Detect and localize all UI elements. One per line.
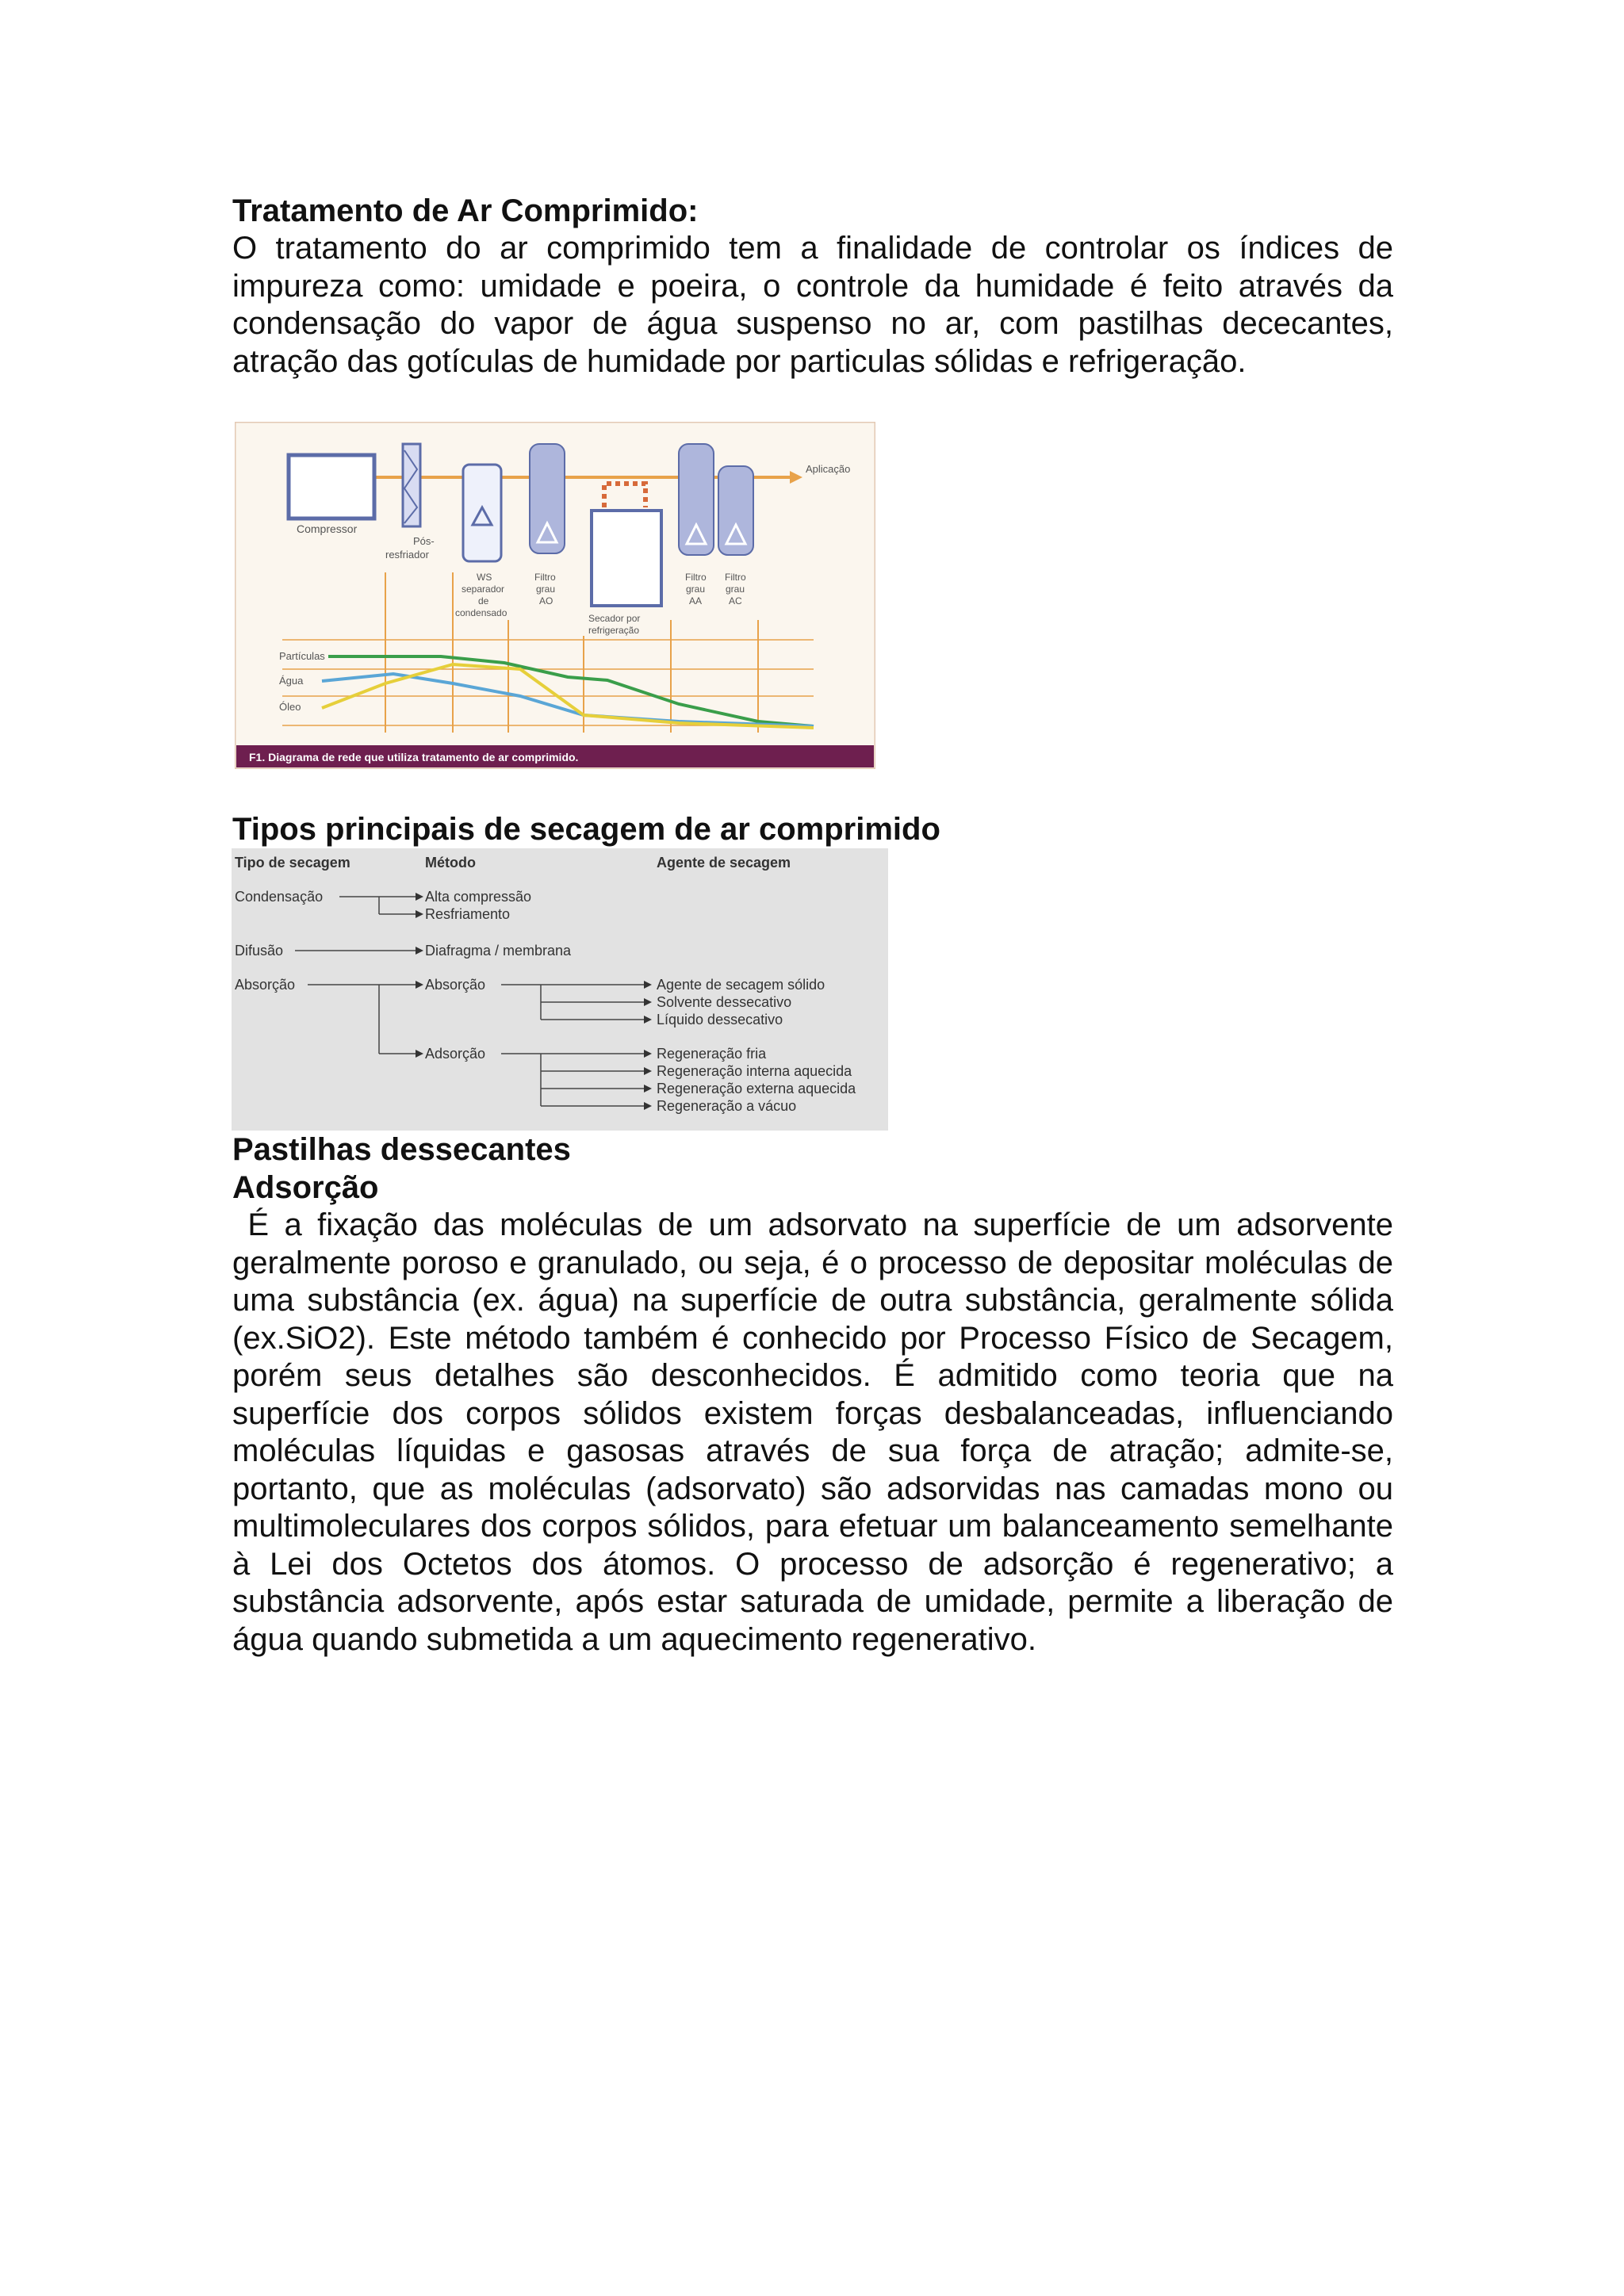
header-metodo: Método xyxy=(425,855,476,871)
label-pos-2: resfriador xyxy=(385,549,429,561)
label-f3-1: Filtro xyxy=(725,572,746,583)
label-ws-3: de xyxy=(478,595,489,607)
section-title-drying-types: Tipos principais de secagem de ar comprimido xyxy=(232,812,940,847)
label-compressor: Compressor xyxy=(297,522,358,535)
label-f1-2: grau xyxy=(536,584,556,595)
metodo-absorcao: Absorção xyxy=(425,977,486,993)
filter-ao xyxy=(530,444,565,553)
label-f1-3: AO xyxy=(539,595,553,607)
section-title-treatment: Tratamento de Ar Comprimido: xyxy=(232,193,699,228)
label-ws-4: condensado xyxy=(455,607,508,618)
agente-adsorcao-3: Regeneração externa aquecida xyxy=(657,1081,856,1096)
section-title-desiccant: Pastilhas dessecantes xyxy=(232,1132,571,1167)
agente-absorcao-1: Agente de secagem sólido xyxy=(657,977,825,993)
tipo-difusao: Difusão xyxy=(235,943,284,959)
label-f3-3: AC xyxy=(729,595,742,607)
agente-adsorcao-2: Regeneração interna aquecida xyxy=(657,1063,852,1079)
label-agua: Água xyxy=(279,675,304,687)
label-sec-2: refrigeração xyxy=(588,625,640,636)
ws-separator xyxy=(463,465,501,561)
section-drying-types xyxy=(232,810,1393,848)
metodo-diafragma: Diafragma / membrana xyxy=(425,943,572,959)
agente-absorcao-3: Líquido dessecativo xyxy=(657,1012,783,1027)
metodo-alta-compressao: Alta compressão xyxy=(425,889,532,905)
filter-ac xyxy=(718,466,753,555)
label-sec-1: Secador por xyxy=(588,613,641,624)
compressor-box xyxy=(289,455,374,519)
label-f2-1: Filtro xyxy=(685,572,707,583)
label-f2-2: grau xyxy=(686,584,706,595)
section-treatment xyxy=(232,192,1393,381)
agente-adsorcao-1: Regeneração fria xyxy=(657,1046,767,1062)
label-f3-2: grau xyxy=(726,584,745,595)
metodo-adsorcao: Adsorção xyxy=(425,1046,486,1062)
section-desiccant xyxy=(232,1131,1403,1659)
header-tipo: Tipo de secagem xyxy=(235,855,350,871)
label-f2-3: AA xyxy=(689,595,703,607)
tipo-condensacao: Condensação xyxy=(235,889,324,905)
drying-types-table xyxy=(232,848,888,1131)
label-oleo: Óleo xyxy=(279,701,301,713)
paragraph-adsorption: É a fixação das moléculas de um adsorvato na superfície de um adsorvente geralmente poroso e granulado, ou seja, é o processo de depositar moléculas de uma substância (ex. água) na superfície de outra substância, geralmente sólida (ex.SiO2). Este método também é conhecido por Processo Físico de Secagem, porém seus detalhes são desconhecidos. É admitido como teoria que na superfície dos corpos sólidos existem forças desbalanceadas, influenciando moléculas líquidas e gasosas através de sua força de atração; admite-se, portanto, que as moléculas (adsorvato) são adsorvidas nas camadas mono ou multimoleculares dos corpos sólidos, para efetuar um balanceamento semelhante à Lei dos Octetos dos átomos. O processo de adsorção é regenerativo; a substância adsorvente, após estar saturada de umidade, permite a liberação de água quando submetida a um aquecimento regenerativo. xyxy=(232,1207,1403,1657)
header-agente: Agente de secagem xyxy=(657,855,791,871)
filter-aa xyxy=(679,444,714,555)
section-subtitle-adsorption: Adsorção xyxy=(232,1170,379,1205)
label-ws-1: WS xyxy=(477,572,492,583)
label-ws-2: separador xyxy=(462,584,505,595)
figure-air-network-diagram xyxy=(235,422,875,769)
paragraph-treatment: O tratamento do ar comprimido tem a finalidade de controlar os índices de impureza como: umidade e poeira, o controle da humidade é feito através da condensação do vapor de água suspenso no ar, com pastilhas dececantes, atração das gotículas de humidade por particulas sólidas e refrigeração. xyxy=(232,231,1393,379)
figure-caption: F1. Diagrama de rede que utiliza tratamento de ar comprimido. xyxy=(249,751,579,763)
tipo-absorcao: Absorção xyxy=(235,977,296,993)
label-pos-1: Pós- xyxy=(413,535,435,547)
label-particulas: Partículas xyxy=(279,650,325,662)
label-aplicacao: Aplicação xyxy=(806,463,851,475)
refrigeration-dryer xyxy=(592,511,661,606)
metodo-resfriamento: Resfriamento xyxy=(425,906,511,922)
agente-absorcao-2: Solvente dessecativo xyxy=(657,994,792,1010)
label-f1-1: Filtro xyxy=(534,572,556,583)
agente-adsorcao-4: Regeneração a vácuo xyxy=(657,1098,797,1114)
